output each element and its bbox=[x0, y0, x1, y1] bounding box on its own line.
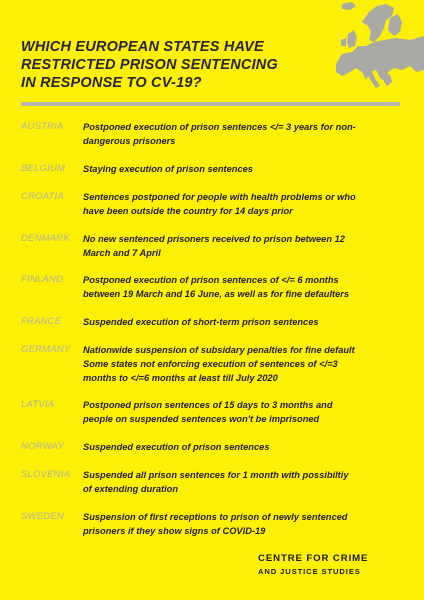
measure-description bbox=[83, 120, 393, 148]
country-label: LATVIA bbox=[21, 399, 55, 410]
desc-line: Suspended execution of prison sentences bbox=[83, 442, 270, 452]
desc-line: people on suspended sentences won't be imprisoned bbox=[83, 414, 320, 425]
desc-line: Suspension of first receptions to prison of newly sentenced bbox=[83, 512, 348, 522]
country-label: CROATIA bbox=[21, 191, 64, 202]
desc-line: Nationwide suspension of subsidary penalties for fine default bbox=[83, 345, 355, 355]
country-label: BELGIUM bbox=[21, 163, 66, 174]
desc-line: of extending duration bbox=[83, 484, 179, 495]
page-title bbox=[21, 38, 311, 92]
country-label: SWEDEN bbox=[21, 511, 64, 522]
country-label: NORWAY bbox=[21, 441, 64, 452]
desc-line: Suspended execution of short-term prison sentences bbox=[83, 317, 319, 327]
measure-description bbox=[83, 343, 393, 386]
desc-line: No new sentenced prisoners received to prison between 12 bbox=[83, 234, 345, 244]
desc-line: March and 7 April bbox=[83, 248, 161, 259]
europe-map-icon bbox=[314, 0, 424, 95]
measure-description bbox=[83, 315, 393, 329]
country-label: DENMARK bbox=[21, 233, 70, 244]
desc-line: Suspended all prison sentences for 1 month with possibiltiy bbox=[83, 470, 349, 480]
desc-line: Staying execution of prison sentences bbox=[83, 164, 253, 174]
desc-line: Postponed execution of prison sentences </= 3 years for non- bbox=[83, 122, 356, 132]
country-label: GERMANY bbox=[21, 344, 71, 355]
measure-description bbox=[83, 273, 393, 301]
measure-description bbox=[83, 232, 393, 260]
desc-line: between 19 March and 16 June, as well as for fine defaulters bbox=[83, 289, 350, 300]
country-label: FRANCE bbox=[21, 316, 62, 327]
desc-line: Postponed execution of prison sentences of </= 6 months bbox=[83, 275, 339, 285]
footer-line-1: CENTRE FOR CRIME bbox=[258, 553, 369, 564]
desc-line: Some states not enforcing execution of sentences of </=3 bbox=[83, 359, 338, 370]
country-label: SLOVENIA bbox=[21, 469, 71, 480]
measure-description bbox=[83, 510, 393, 538]
measure-description bbox=[83, 440, 393, 454]
desc-line: Postponed prison sentences of 15 days to 3 months and bbox=[83, 400, 333, 410]
title-line-3: IN RESPONSE TO CV-19? bbox=[21, 75, 202, 91]
organization-logo-text bbox=[258, 552, 368, 578]
title-line-1: WHICH EUROPEAN STATES HAVE bbox=[21, 39, 264, 55]
measure-description bbox=[83, 398, 393, 426]
measure-description bbox=[83, 468, 393, 496]
divider bbox=[21, 102, 400, 106]
country-label: FINLAND bbox=[21, 274, 64, 285]
desc-line: have been outside the country for 14 days prior bbox=[83, 206, 293, 217]
desc-line: months to </=6 months at least till July 2020 bbox=[83, 373, 278, 384]
desc-line: Sentences postponed for people with health problems or who bbox=[83, 192, 356, 202]
measure-description bbox=[83, 190, 393, 218]
footer-line-2: AND JUSTICE STUDIES bbox=[258, 567, 361, 576]
desc-line: prisoners if they show signs of COVID-19 bbox=[83, 526, 266, 537]
measure-description bbox=[83, 162, 393, 176]
title-line-2: RESTRICTED PRISON SENTENCING bbox=[21, 57, 278, 73]
country-label: AUSTRIA bbox=[21, 121, 64, 132]
desc-line: dangerous prisoners bbox=[83, 136, 176, 147]
